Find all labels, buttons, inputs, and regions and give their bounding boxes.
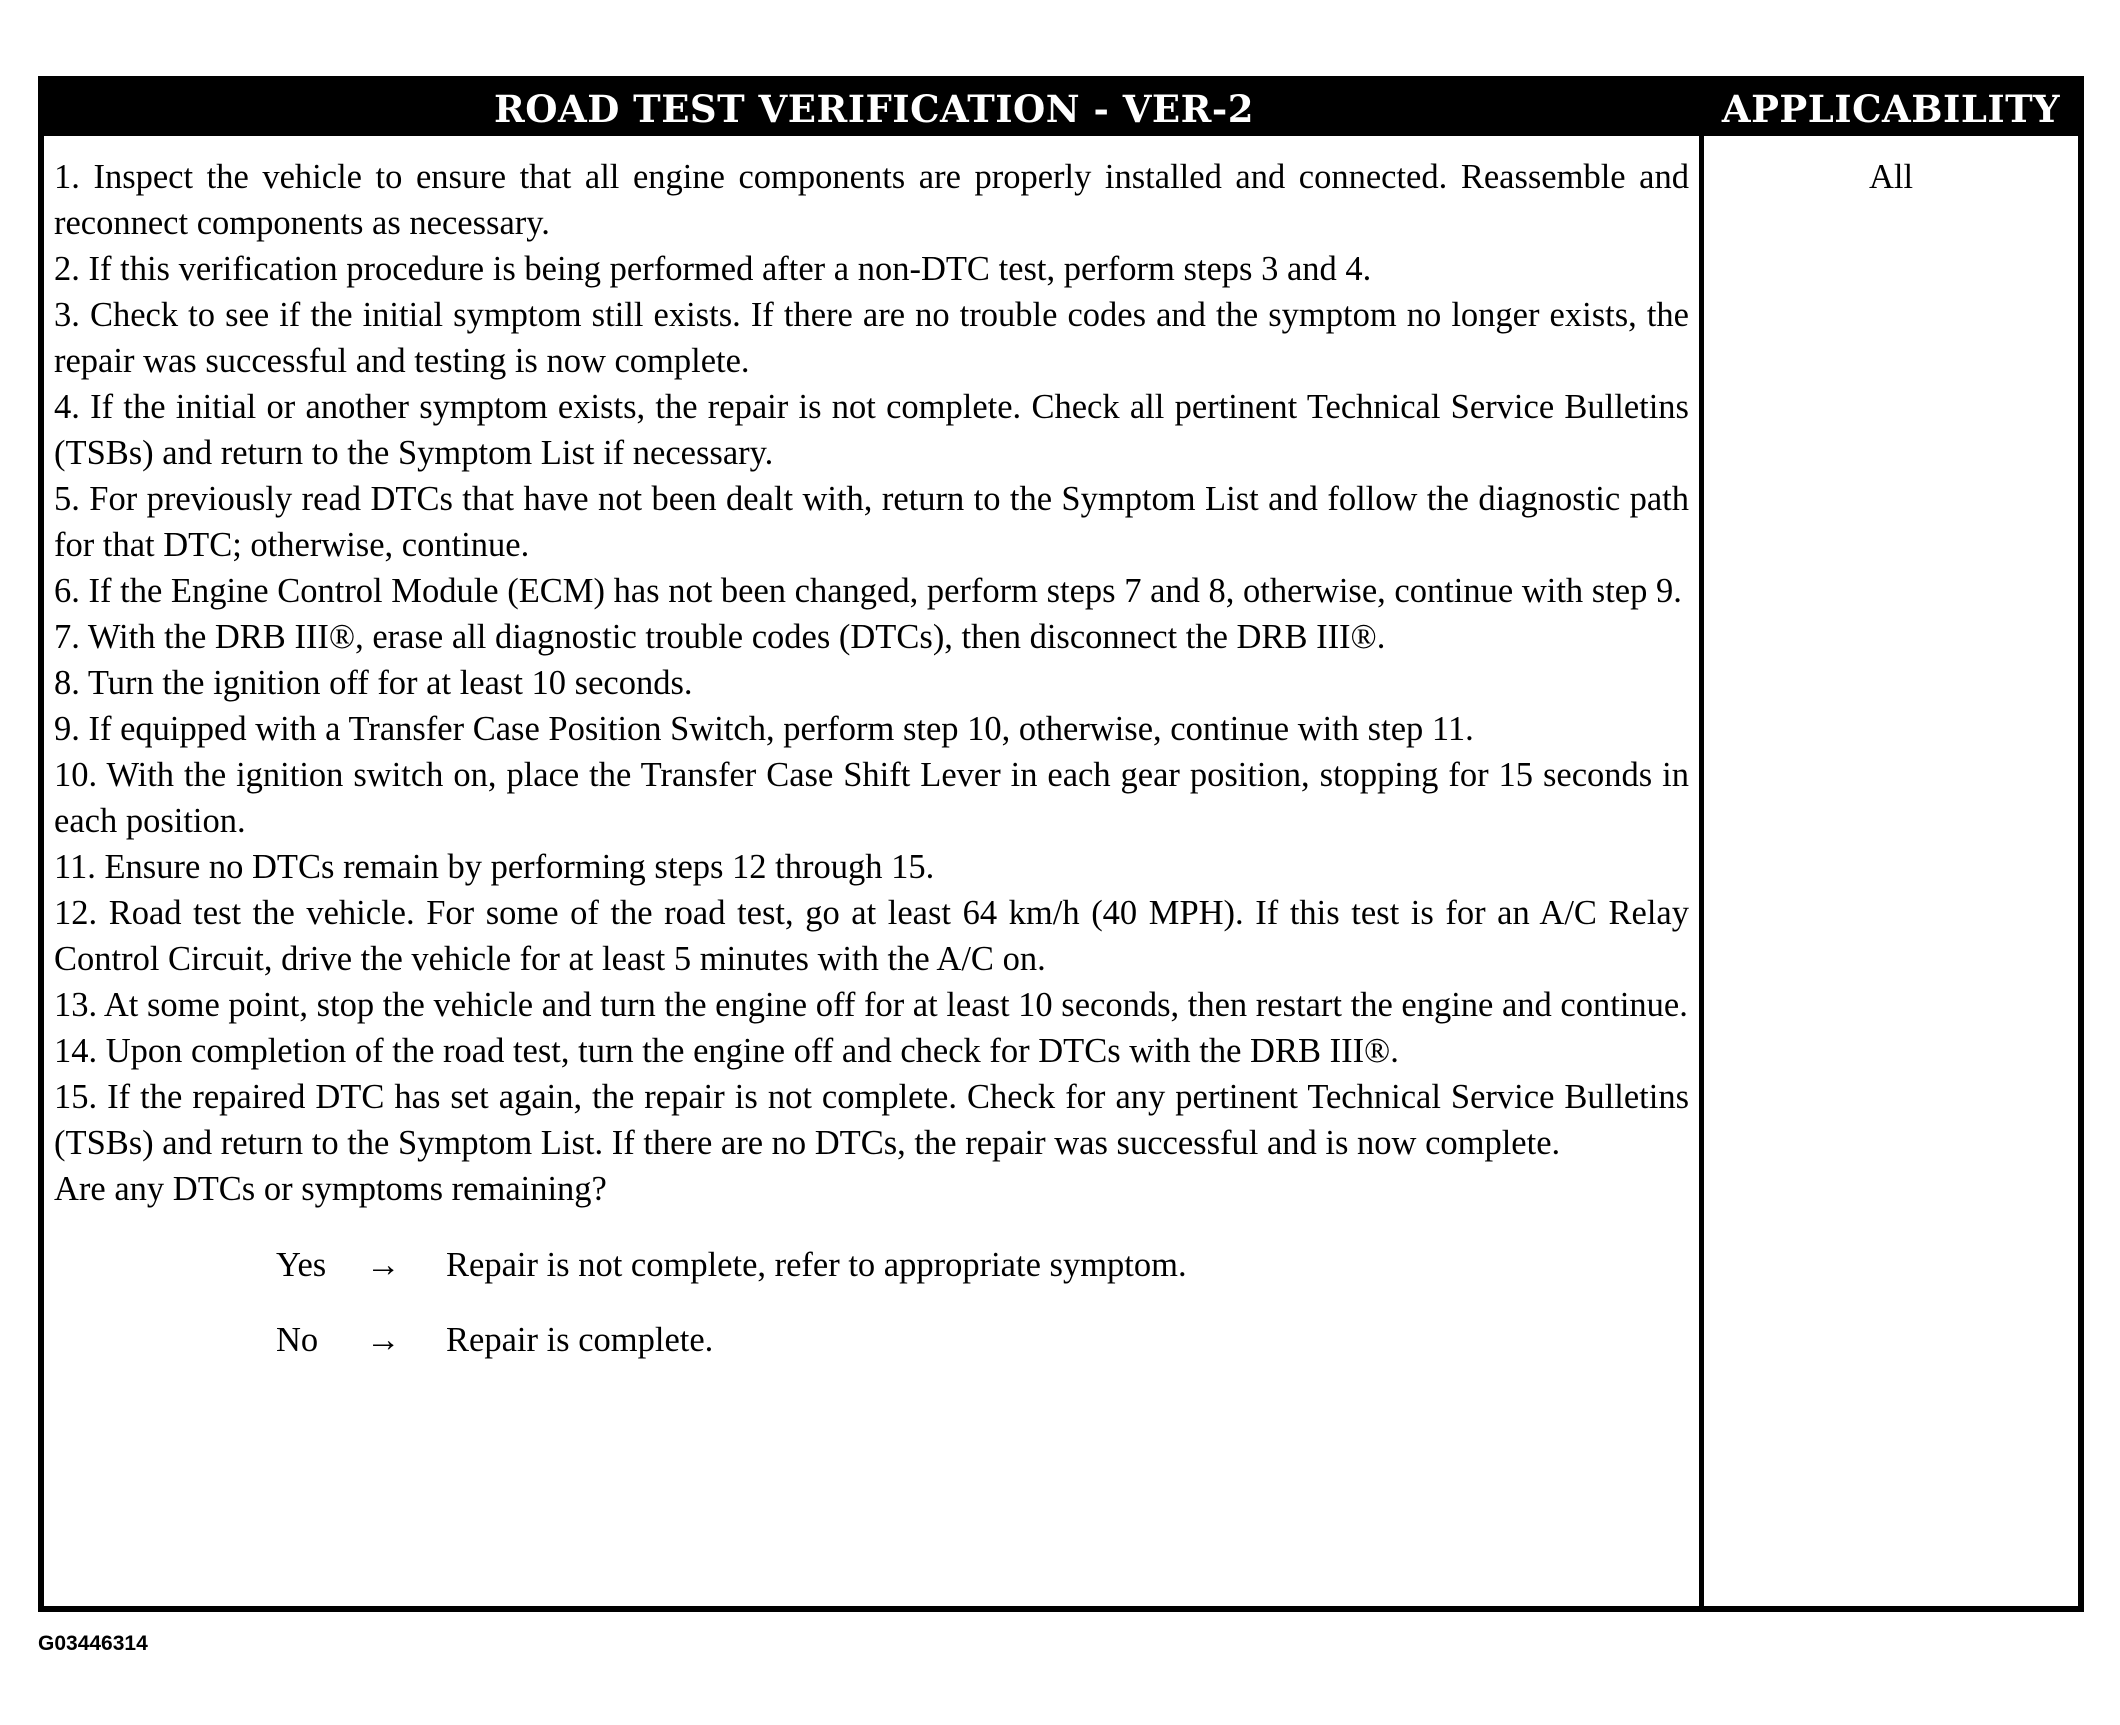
step-3: 3. Check to see if the initial symptom still exists. If there are no trouble codes and the symptom no longer exists, the repair was successful and testing is now complete. <box>54 296 1689 380</box>
verification-table <box>38 76 2084 1612</box>
table-header <box>44 82 2078 136</box>
choice-no-label: No <box>276 1321 319 1359</box>
question: Are any DTCs or symptoms remaining? <box>54 1170 607 1208</box>
choice-no-text: Repair is complete. <box>446 1321 714 1359</box>
table-body <box>44 136 2078 1606</box>
table-title: ROAD TEST VERIFICATION - VER-2 <box>494 87 1254 131</box>
choice-yes-text: Repair is not complete, refer to appropriate symptom. <box>446 1246 1187 1284</box>
step-5: 5. For previously read DTCs that have not been dealt with, return to the Symptom List and follow the diagnostic path for that DTC; otherwise, continue. <box>54 480 1689 564</box>
step-12: 12. Road test the vehicle. For some of the road test, go at least 64 km/h (40 MPH). If this test is for an A/C Relay Control Circuit, drive the vehicle for at least 5 minutes with the A/C on. <box>54 894 1689 978</box>
step-10: 10. With the ignition switch on, place the Transfer Case Shift Lever in each gear position, stopping for 15 seconds in each position. <box>54 756 1689 840</box>
step-14: 14. Upon completion of the road test, turn the engine off and check for DTCs with the DRB III®. <box>54 1032 1399 1070</box>
step-9: 9. If equipped with a Transfer Case Position Switch, perform step 10, otherwise, continue with step 11. <box>54 710 1474 748</box>
choices <box>54 1242 1689 1363</box>
applicability-header: APPLICABILITY <box>1721 87 2061 131</box>
step-8: 8. Turn the ignition off for at least 10 seconds. <box>54 664 693 702</box>
procedure-cell <box>44 136 1704 1606</box>
choice-no <box>276 1317 1689 1363</box>
step-13: 13. At some point, stop the vehicle and turn the engine off for at least 10 seconds, then restart the engine and continue. <box>54 986 1688 1024</box>
step-15: 15. If the repaired DTC has set again, the repair is not complete. Check for any pertinent Technical Service Bulletins (TSBs) and return to the Symptom List. If there are no DTCs, the repair was successful and is now complete. <box>54 1078 1689 1162</box>
choice-yes-label: Yes <box>276 1246 327 1284</box>
step-2: 2. If this verification procedure is being performed after a non-DTC test, perform steps 3 and 4. <box>54 250 1372 288</box>
right-arrow-icon: → <box>366 1246 401 1284</box>
step-1: 1. Inspect the vehicle to ensure that all engine components are properly installed and connected. Reassemble and reconnect components as necessary. <box>54 158 1689 242</box>
step-4: 4. If the initial or another symptom exists, the repair is not complete. Check all pertinent Technical Service Bulletins (TSBs) and return to the Symptom List if necessary. <box>54 388 1689 472</box>
right-arrow-icon: → <box>366 1321 401 1359</box>
step-7: 7. With the DRB III®, erase all diagnostic trouble codes (DTCs), then disconnect the DRB III®. <box>54 618 1386 656</box>
step-6: 6. If the Engine Control Module (ECM) has not been changed, perform steps 7 and 8, otherwise, continue with step 9. <box>54 572 1682 610</box>
applicability-cell: All <box>1868 158 1914 196</box>
choice-yes <box>276 1242 1689 1288</box>
figure-id: G03446314 <box>38 1632 148 1655</box>
step-11: 11. Ensure no DTCs remain by performing steps 12 through 15. <box>54 848 935 886</box>
